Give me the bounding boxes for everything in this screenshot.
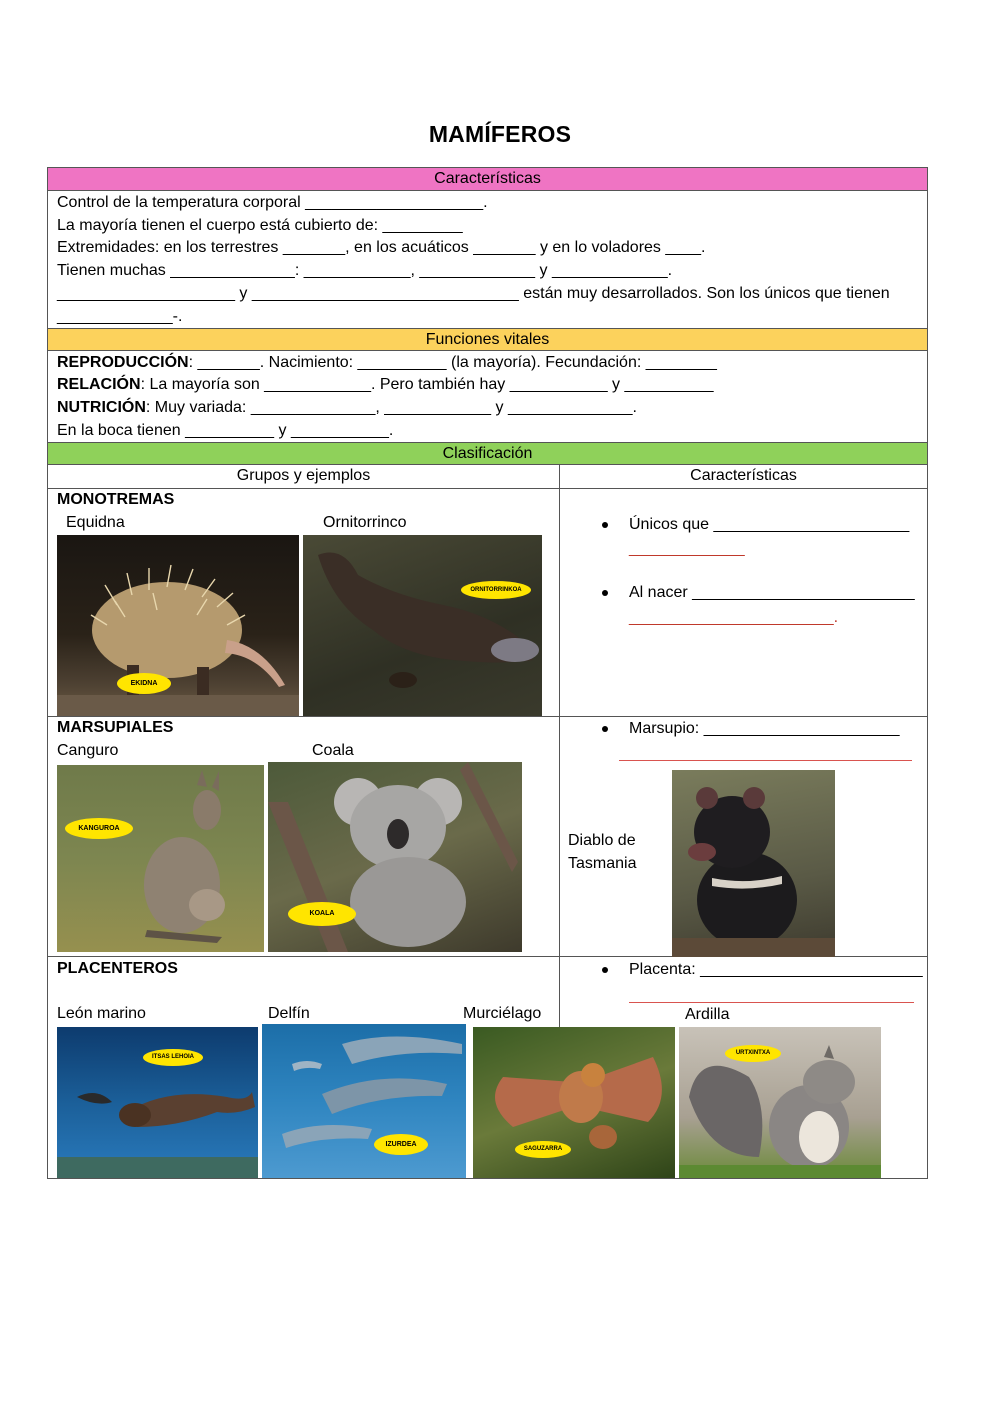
bullet-unicos (629, 514, 909, 536)
leon-marino-illustration (57, 1027, 258, 1178)
column-header-groups: Grupos y ejemplos (236, 467, 371, 484)
funcion-boca: En la boca tienen __________ y ___________. (57, 422, 394, 439)
bullet-text: Al nacer _________________________ (629, 584, 915, 601)
bullet-text: Únicos que ______________________ (629, 516, 910, 533)
canguro-tag: KANGUROA (67, 820, 131, 837)
example-label: Equidna (66, 514, 125, 531)
ardilla-illustration (679, 1027, 881, 1178)
diablo-tasmania-photo (672, 770, 835, 957)
bullet-icon (602, 590, 608, 596)
worksheet-table (47, 167, 928, 1179)
murcielago-tag: SAGUZARRA (517, 1143, 569, 1156)
funcion-nutricion (57, 397, 637, 419)
caracteristica-line: La mayoría tienen el cuerpo está cubierto de: _________ (57, 217, 463, 234)
caracteristica-line: ____________________ y ______________________________ están muy desarrollados. Son los únicos que tienen (57, 285, 890, 302)
bullet-icon (602, 967, 608, 973)
divider (48, 488, 927, 489)
ornitorrinco-illustration (303, 535, 542, 716)
example-label: Ornitorrinco (323, 514, 407, 531)
tasmania-label-2: Tasmania (568, 855, 637, 872)
caracteristica-line: Tienen muchas ______________: ____________, _____________ y _____________. (57, 262, 673, 279)
column-header-features: Características (690, 467, 797, 484)
section-header-caracteristicas: Características (48, 168, 927, 191)
divider (48, 716, 927, 717)
group-monotremas: MONOTREMAS (57, 491, 175, 508)
answer-line (629, 1002, 914, 1003)
bullet-al-nacer (629, 582, 915, 604)
bullet-icon (602, 522, 608, 528)
example-label: Ardilla (685, 1006, 730, 1023)
coala-photo (268, 762, 522, 952)
group-marsupiales: MARSUPIALES (57, 719, 174, 736)
nutricion-label: NUTRICIÓN (57, 399, 146, 416)
reproduccion-text: : _______. Nacimiento: __________ (la mayoría). Fecundación: ________ (188, 354, 717, 371)
ardilla-tag: URTXINTXA (727, 1047, 779, 1060)
relacion-label: RELACIÓN (57, 376, 141, 393)
bullet-placenta (629, 959, 923, 981)
page-title: MAMÍFEROS (428, 121, 572, 147)
diablo-tasmania-illustration (672, 770, 835, 957)
murcielago-illustration (473, 1027, 675, 1178)
delfin-illustration (262, 1024, 466, 1178)
example-label: Canguro (57, 742, 119, 759)
equidna-tag: EKIDNA (119, 675, 169, 692)
example-label: León marino (57, 1005, 146, 1022)
equidna-illustration (57, 535, 299, 716)
section-header-funciones: Funciones vitales (48, 328, 927, 351)
group-placenteros: PLACENTEROS (57, 960, 178, 977)
bullet-text: Marsupio: ______________________ (629, 720, 900, 737)
caracteristica-line: Extremidades: en los terrestres _______, en los acuáticos _______ y en lo voladores ____. (57, 239, 706, 256)
bullet-continuation: _____________ (629, 540, 745, 557)
bullet-continuation: _______________________. (629, 609, 839, 626)
relacion-text: : La mayoría son ____________. Pero también hay ___________ y __________ (140, 376, 714, 393)
tasmania-label-1: Diablo de (568, 832, 636, 849)
coala-tag: KOALA (290, 904, 354, 924)
delfin-photo (262, 1024, 466, 1178)
funcion-relacion (57, 374, 713, 396)
canguro-photo (57, 765, 264, 952)
bullet-marsupio (629, 718, 899, 740)
reproduccion-label: REPRODUCCIÓN (57, 354, 189, 371)
ornitorrinco-tag: ORNITORRINKOA (463, 583, 529, 597)
caracteristica-line: _____________-. (57, 308, 183, 325)
answer-line (619, 760, 912, 761)
example-label: Delfín (268, 1005, 310, 1022)
canguro-illustration (57, 765, 264, 952)
funcion-reproduccion (57, 352, 717, 374)
delfin-tag: IZURDEA (376, 1136, 426, 1153)
coala-illustration (268, 762, 522, 952)
murcielago-photo (473, 1027, 675, 1178)
ardilla-photo (679, 1027, 881, 1178)
bullet-icon (602, 726, 608, 732)
bullet-text: Placenta: _________________________ (629, 961, 923, 978)
equidna-photo (57, 535, 299, 716)
ornitorrinco-photo (303, 535, 542, 716)
example-label: Coala (312, 742, 354, 759)
example-label: Murciélago (463, 1005, 542, 1022)
leon-marino-photo (57, 1027, 258, 1178)
section-header-clasificacion: Clasificación (48, 442, 927, 465)
nutricion-text: : Muy variada: ______________, ____________ y ______________. (145, 399, 637, 416)
caracteristica-line: Control de la temperatura corporal ____________________. (57, 194, 488, 211)
leon-marino-tag: ITSAS LEHOIA (145, 1051, 201, 1064)
